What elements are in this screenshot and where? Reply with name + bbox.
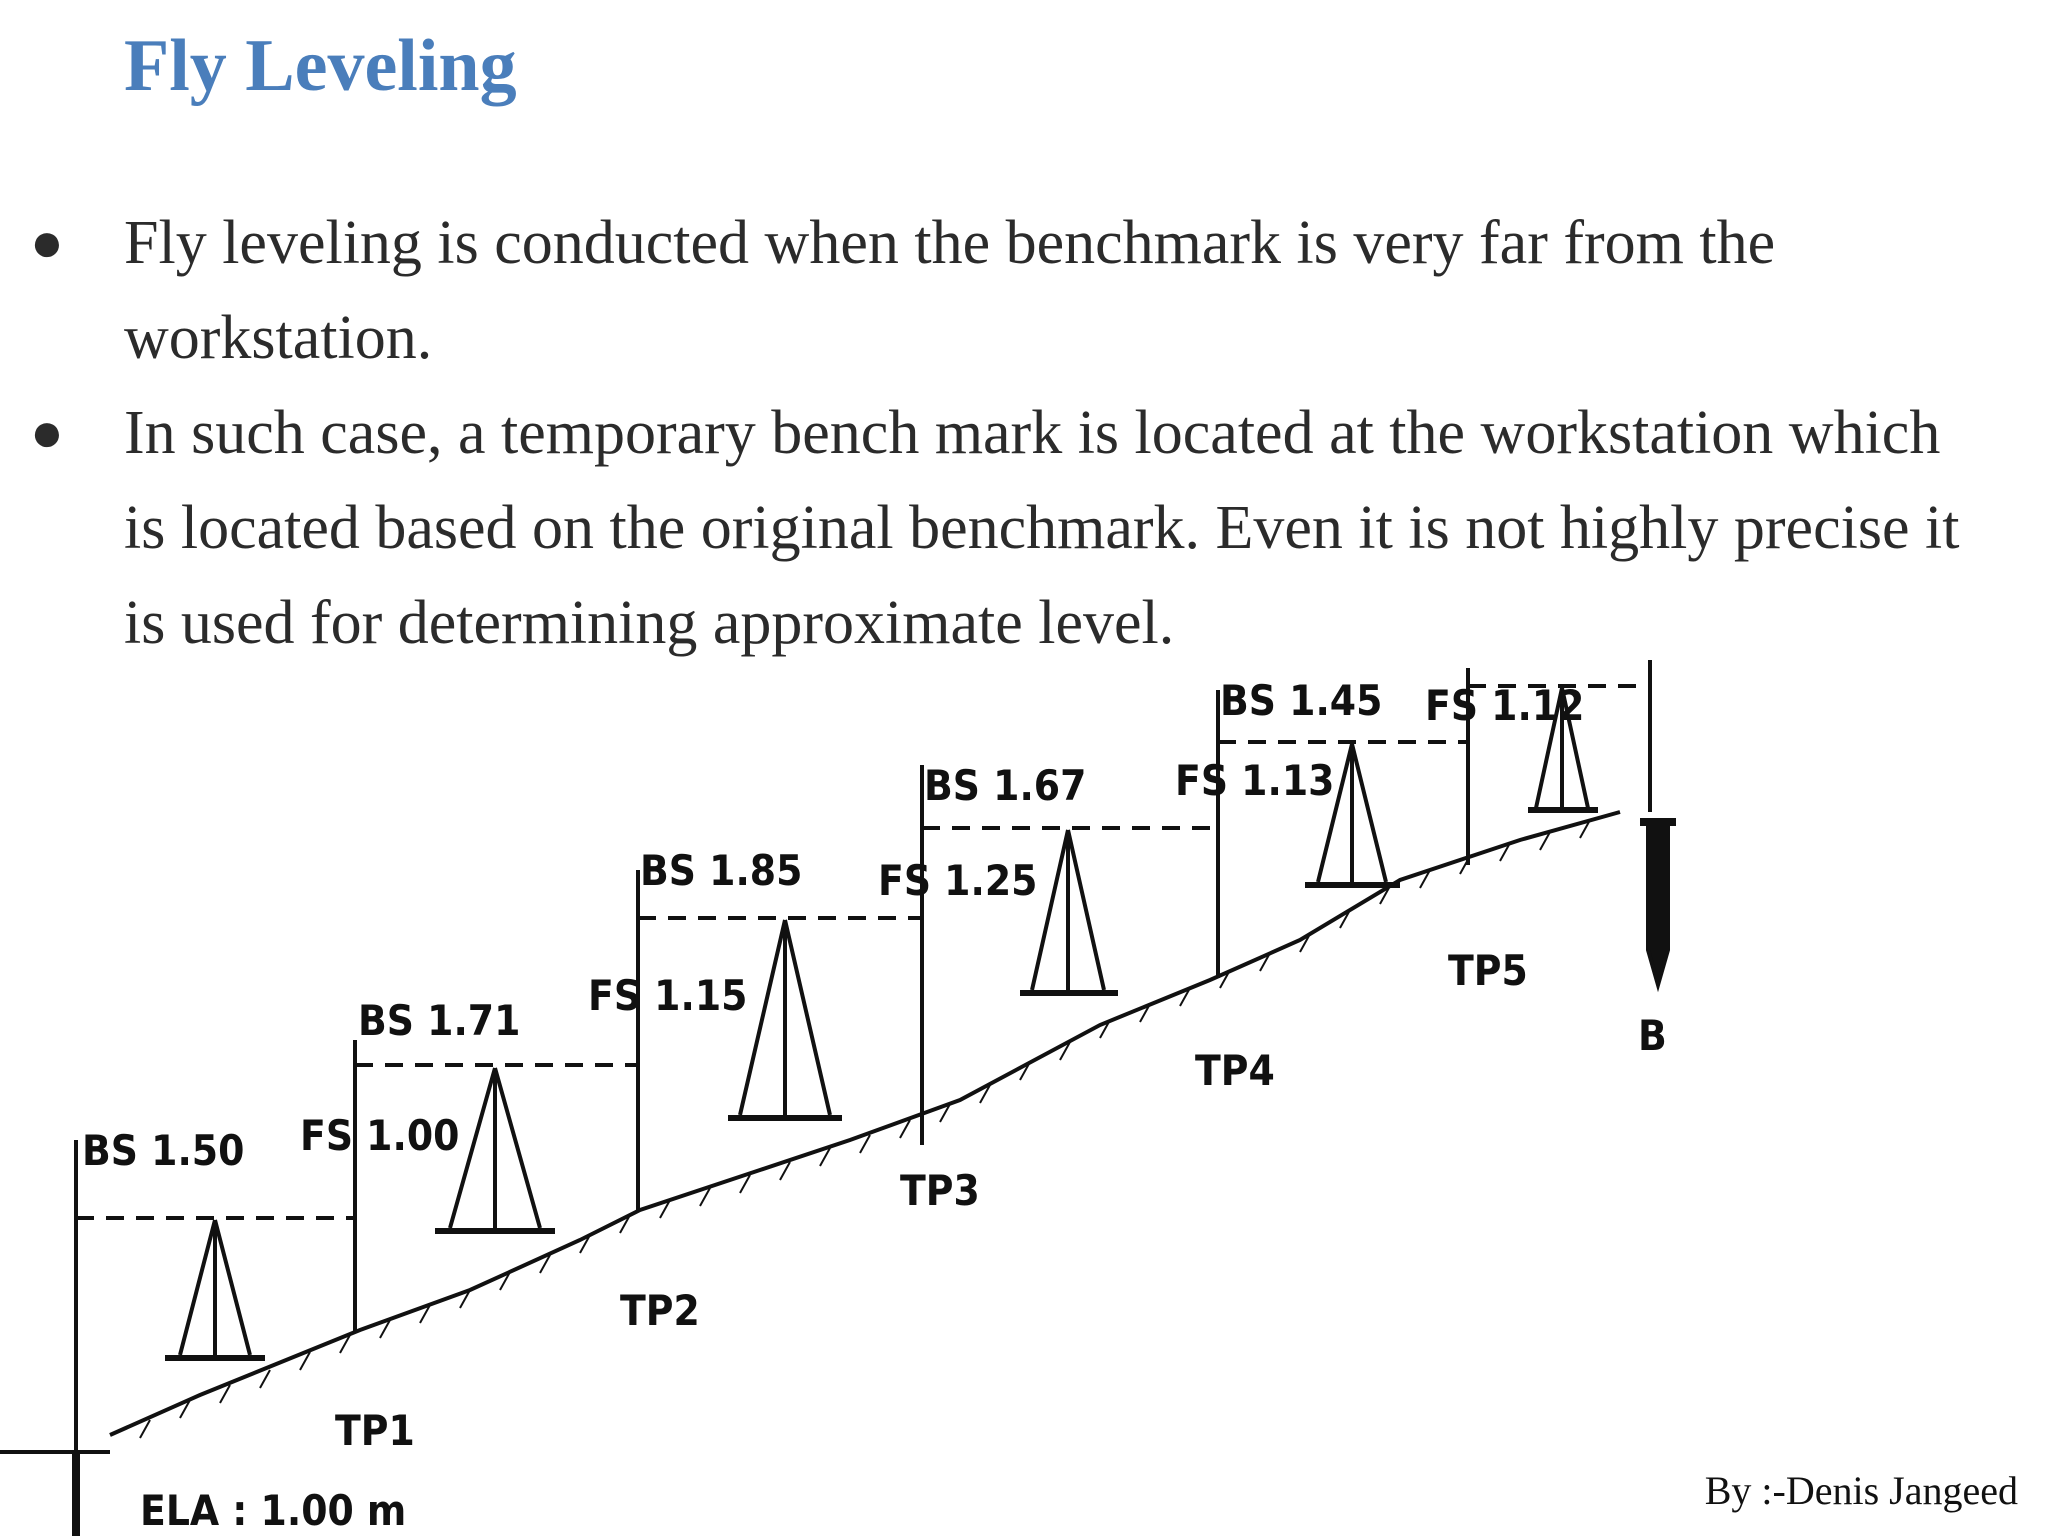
author-credit: By :-Denis Jangeed	[1704, 1468, 2018, 1513]
elevation-a-label: ELA : 1.00 m	[140, 1486, 407, 1535]
tp3-label: TP3	[900, 1166, 980, 1215]
bs-3-label: BS 1.67	[924, 761, 1087, 810]
bullet-dot-icon: ●	[30, 212, 64, 274]
fs-5-label: FS 1.12	[1425, 681, 1585, 730]
tp4-label: TP4	[1195, 1046, 1275, 1095]
bullet-text: Fly leveling is conducted when the benchmark is very far from the workstation.	[124, 209, 1776, 372]
bullet-item	[30, 386, 1984, 671]
fly-leveling-diagram	[0, 655, 1700, 1536]
benchmark-b-label: B	[1638, 1011, 1667, 1060]
bs-1-label: BS 1.71	[358, 996, 521, 1045]
benchmark-b	[1640, 822, 1676, 985]
bullet-list	[30, 196, 1984, 671]
bullet-item	[30, 196, 1984, 386]
bs-a-label: BS 1.50	[82, 1126, 245, 1175]
tp5-label: TP5	[1448, 946, 1528, 995]
bullet-text: In such case, a temporary bench mark is located at the workstation which is located based on the original benchmark. Even it is not highly precise it is used for determining approximate level.	[124, 399, 1960, 657]
tp1-label: TP1	[335, 1406, 415, 1455]
bs-2-label: BS 1.85	[640, 846, 803, 895]
tp2-label: TP2	[620, 1286, 700, 1335]
bs-4-label: BS 1.45	[1220, 676, 1383, 725]
fs-3-label: FS 1.25	[878, 856, 1038, 905]
benchmark-a	[0, 1140, 110, 1536]
fs-1-label: FS 1.00	[300, 1111, 460, 1160]
bullet-dot-icon: ●	[30, 402, 64, 464]
fs-2-label: FS 1.15	[588, 971, 748, 1020]
page-title: Fly Leveling	[124, 25, 517, 107]
fs-4-label: FS 1.13	[1175, 756, 1335, 805]
